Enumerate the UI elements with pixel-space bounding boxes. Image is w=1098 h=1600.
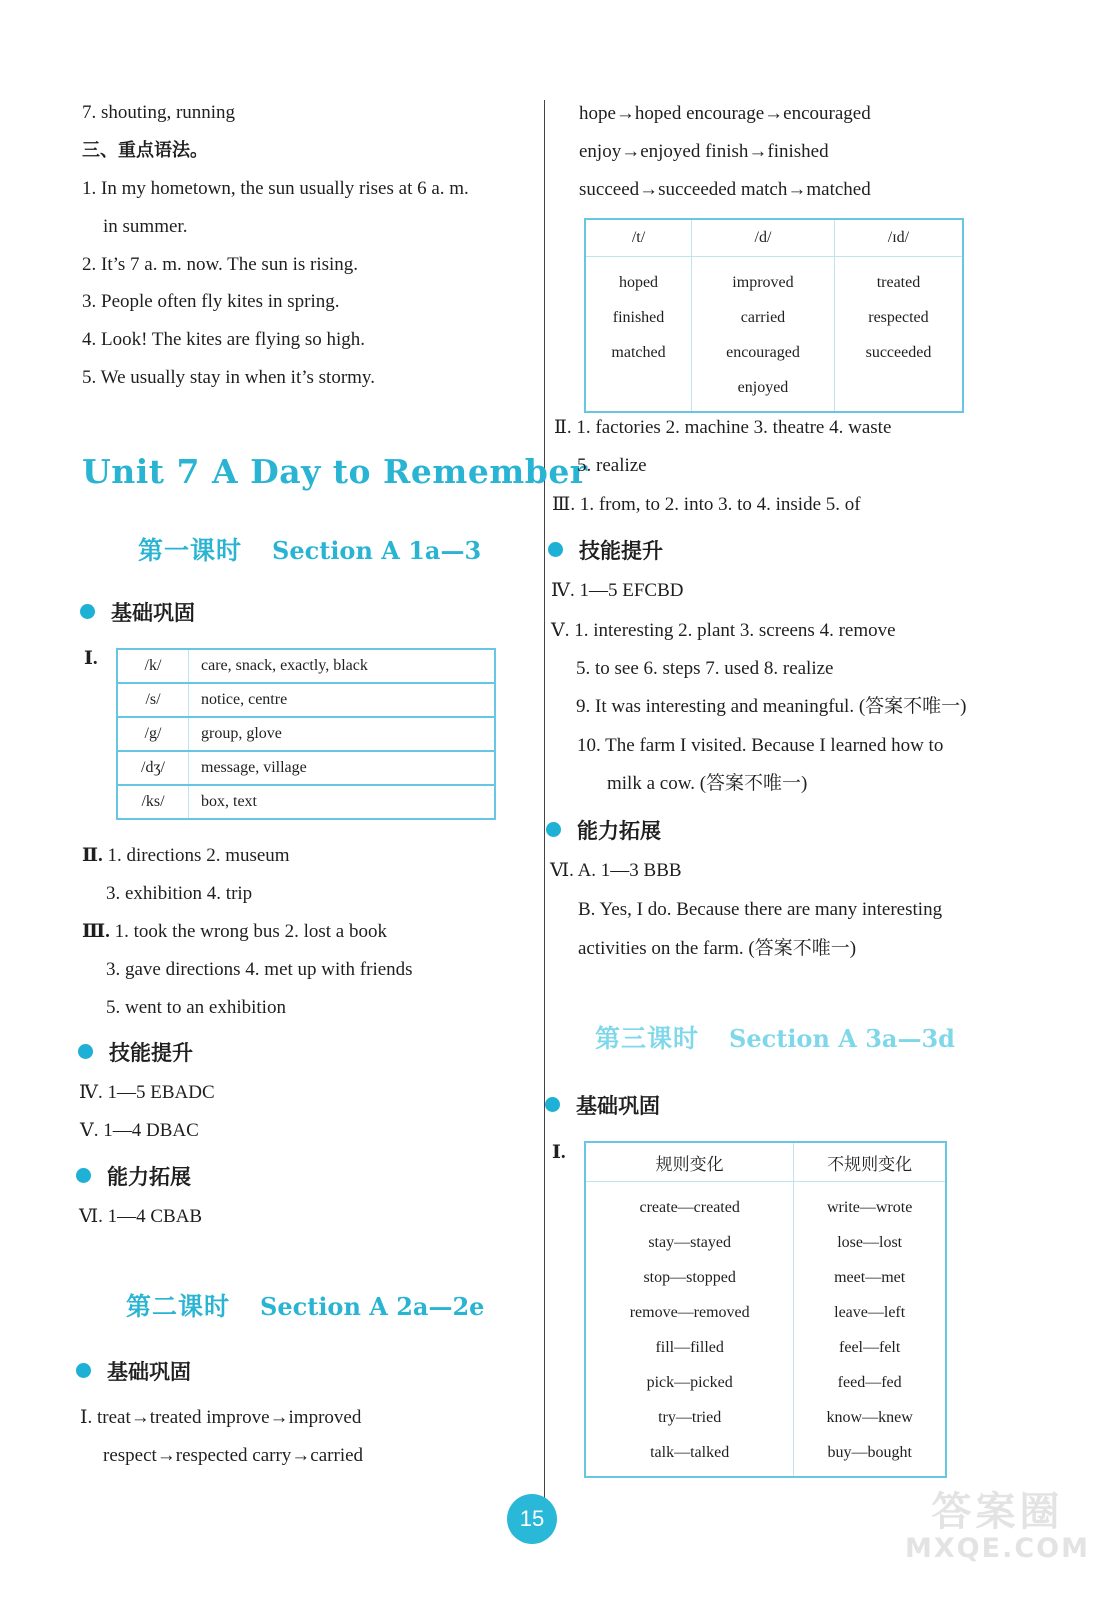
section-heading-basic bbox=[76, 1356, 191, 1386]
word-item: treated bbox=[876, 274, 921, 291]
answer-line: 3. People often fly kites in spring. bbox=[82, 291, 340, 312]
answer-line: Ⅵ. A. 1—3 BBB bbox=[550, 860, 682, 881]
word-column bbox=[692, 257, 835, 413]
answer-line: Ⅰ. treat→treated improve→improved bbox=[80, 1407, 362, 1428]
words-cell: box, text bbox=[189, 785, 496, 819]
section-label: 能力拓展 bbox=[107, 1165, 191, 1189]
answer-line: 10. The farm I visited. Because I learned how to bbox=[577, 735, 944, 756]
phoneme-cell: /s/ bbox=[117, 683, 189, 717]
answer-line: 2. It’s 7 a. m. now. The sun is rising. bbox=[82, 254, 359, 275]
word-item: finished bbox=[612, 309, 665, 326]
page-number: 15 bbox=[507, 1494, 557, 1544]
bullet-dot-icon bbox=[548, 542, 563, 557]
lesson-heading bbox=[126, 1287, 484, 1323]
verb-pair: stop—stopped bbox=[643, 1269, 736, 1286]
answer-line: milk a cow. (答案不唯一) bbox=[607, 773, 808, 794]
verb-pair: feed—fed bbox=[837, 1374, 902, 1391]
answer-line: Ⅱ. 1. factories 2. machine 3. theatre 4. waste bbox=[554, 417, 892, 438]
answer-line: 1. In my hometown, the sun usually rises at 6 a. m. bbox=[82, 178, 469, 199]
irregular-verbs-column bbox=[794, 1182, 946, 1478]
answer-line: 3. exhibition 4. trip bbox=[106, 883, 253, 904]
answer-line: respect→respected carry→carried bbox=[103, 1445, 364, 1466]
answer-line: hope→hoped encourage→encouraged bbox=[579, 103, 871, 124]
section-heading-basic bbox=[80, 597, 195, 627]
table-row bbox=[117, 649, 495, 683]
bullet-dot-icon bbox=[546, 822, 561, 837]
lesson-section: Section A 2a—2e bbox=[260, 1292, 485, 1321]
verb-pair: leave—left bbox=[834, 1304, 906, 1321]
words-cell: message, village bbox=[189, 751, 496, 785]
verb-pair: lose—lost bbox=[837, 1234, 903, 1251]
table-row bbox=[117, 683, 495, 717]
answer-line: 5. went to an exhibition bbox=[106, 997, 286, 1018]
section-heading-expand bbox=[76, 1161, 191, 1191]
phoneme-cell: /dʒ/ bbox=[117, 751, 189, 785]
bullet-dot-icon bbox=[80, 604, 95, 619]
lesson-number: 第二课时 bbox=[126, 1292, 231, 1321]
bullet-dot-icon bbox=[76, 1363, 91, 1378]
verb-pair: pick—picked bbox=[646, 1374, 733, 1391]
verb-pair: remove—removed bbox=[629, 1304, 750, 1321]
words-cell: care, snack, exactly, black bbox=[189, 649, 496, 683]
table-row bbox=[117, 785, 495, 819]
answer-line: Ⅳ. 1—5 EFCBD bbox=[551, 580, 684, 601]
answer-line: enjoy→enjoyed finish→finished bbox=[579, 141, 829, 162]
roman-numeral: Ⅱ. bbox=[82, 845, 103, 866]
phoneme-cell: /k/ bbox=[117, 649, 189, 683]
answer-line: 4. Look! The kites are flying so high. bbox=[82, 329, 366, 350]
verb-pair: stay—stayed bbox=[648, 1234, 731, 1251]
table-row bbox=[117, 717, 495, 751]
verb-pair: meet—met bbox=[834, 1269, 906, 1286]
column-header: /d/ bbox=[692, 219, 835, 257]
word-column bbox=[834, 257, 963, 413]
answer-line: 5. We usually stay in when it’s stormy. bbox=[82, 367, 375, 388]
bullet-dot-icon bbox=[78, 1044, 93, 1059]
word-item: encouraged bbox=[726, 344, 800, 361]
column-divider bbox=[544, 100, 545, 1500]
watermark-url: MXQE.COM bbox=[905, 1533, 1090, 1564]
verb-pair: create—created bbox=[639, 1199, 740, 1216]
table-row bbox=[117, 751, 495, 785]
verb-pair: talk—talked bbox=[650, 1444, 730, 1461]
answer-line: 5. realize bbox=[577, 455, 647, 476]
verb-pair: feel—felt bbox=[839, 1339, 901, 1356]
lesson-heading bbox=[595, 1019, 955, 1055]
section-label: 基础巩固 bbox=[576, 1094, 660, 1118]
column-header: /t/ bbox=[585, 219, 692, 257]
answer-line: B. Yes, I do. Because there are many interesting bbox=[578, 899, 943, 920]
word-item: matched bbox=[611, 344, 666, 361]
word-column bbox=[585, 257, 692, 413]
answer-line: Ⅴ. 1. interesting 2. plant 3. screens 4. remove bbox=[551, 620, 896, 641]
word-item: succeeded bbox=[865, 344, 932, 361]
bullet-dot-icon bbox=[545, 1097, 560, 1112]
verb-pair: know—knew bbox=[826, 1409, 913, 1426]
verb-pair: write—wrote bbox=[827, 1199, 913, 1216]
answer-line: 5. to see 6. steps 7. used 8. realize bbox=[576, 658, 834, 679]
ending-sound-table bbox=[584, 218, 964, 413]
phonics-table bbox=[116, 648, 496, 820]
roman-numeral: Ⅰ. bbox=[84, 648, 98, 669]
answer-line: 3. gave directions 4. met up with friends bbox=[106, 959, 413, 980]
answer-line: Ⅳ. 1—5 EBADC bbox=[79, 1082, 215, 1103]
verb-pair: try—tried bbox=[658, 1409, 722, 1426]
section-label: 基础巩固 bbox=[111, 601, 195, 625]
answer-line bbox=[82, 920, 387, 944]
column-header: /ɪd/ bbox=[834, 219, 963, 257]
bullet-dot-icon bbox=[76, 1168, 91, 1183]
section-label: 技能提升 bbox=[579, 539, 663, 563]
section-label: 能力拓展 bbox=[577, 819, 661, 843]
answer-line: Ⅴ. 1—4 DBAC bbox=[80, 1120, 199, 1141]
word-item: carried bbox=[740, 309, 786, 326]
answer-text: 1. directions 2. museum bbox=[107, 845, 290, 866]
lesson-section: Section A 1a—3 bbox=[272, 536, 482, 565]
answer-line: succeed→succeeded match→matched bbox=[579, 179, 871, 200]
words-cell: notice, centre bbox=[189, 683, 496, 717]
grammar-heading: 三、重点语法。 bbox=[82, 140, 208, 161]
watermark-logo bbox=[905, 1480, 1090, 1564]
answer-line bbox=[82, 844, 290, 868]
regular-verbs-column bbox=[585, 1182, 794, 1478]
column-header: 不规则变化 bbox=[794, 1142, 946, 1182]
answer-line: Ⅲ. 1. from, to 2. into 3. to 4. inside 5. of bbox=[552, 494, 861, 515]
verb-forms-table bbox=[584, 1141, 947, 1478]
phoneme-cell: /g/ bbox=[117, 717, 189, 751]
roman-numeral: Ⅰ. bbox=[552, 1142, 566, 1163]
lesson-number: 第三课时 bbox=[595, 1024, 700, 1053]
section-heading-basic bbox=[545, 1090, 660, 1120]
section-heading-skill bbox=[548, 535, 663, 565]
section-label: 基础巩固 bbox=[107, 1360, 191, 1384]
section-heading-skill bbox=[78, 1037, 193, 1067]
word-item: enjoyed bbox=[737, 379, 789, 396]
answer-line: 7. shouting, running bbox=[82, 102, 236, 123]
section-label: 技能提升 bbox=[109, 1041, 193, 1065]
lesson-section: Section A 3a—3d bbox=[729, 1024, 955, 1053]
lesson-number: 第一课时 bbox=[138, 536, 243, 565]
word-item: improved bbox=[732, 274, 794, 291]
answer-line: in summer. bbox=[103, 216, 188, 237]
unit-title: Unit 7 A Day to Remember bbox=[82, 452, 588, 491]
words-cell: group, glove bbox=[189, 717, 496, 751]
phoneme-cell: /ks/ bbox=[117, 785, 189, 819]
answer-line: 9. It was interesting and meaningful. (答案不唯一) bbox=[576, 696, 967, 717]
lesson-heading bbox=[138, 531, 481, 567]
verb-pair: fill—filled bbox=[655, 1339, 724, 1356]
answer-text: 1. took the wrong bus 2. lost a book bbox=[114, 921, 387, 942]
answer-line: Ⅵ. 1—4 CBAB bbox=[79, 1206, 203, 1227]
watermark-text: 答案圈 bbox=[931, 1489, 1064, 1535]
column-header: 规则变化 bbox=[585, 1142, 794, 1182]
word-item: hoped bbox=[618, 274, 659, 291]
section-heading-expand bbox=[546, 815, 661, 845]
verb-pair: buy—bought bbox=[827, 1444, 912, 1461]
roman-numeral: Ⅲ. bbox=[82, 921, 110, 942]
answer-line: activities on the farm. (答案不唯一) bbox=[578, 938, 857, 959]
word-item: respected bbox=[868, 309, 929, 326]
